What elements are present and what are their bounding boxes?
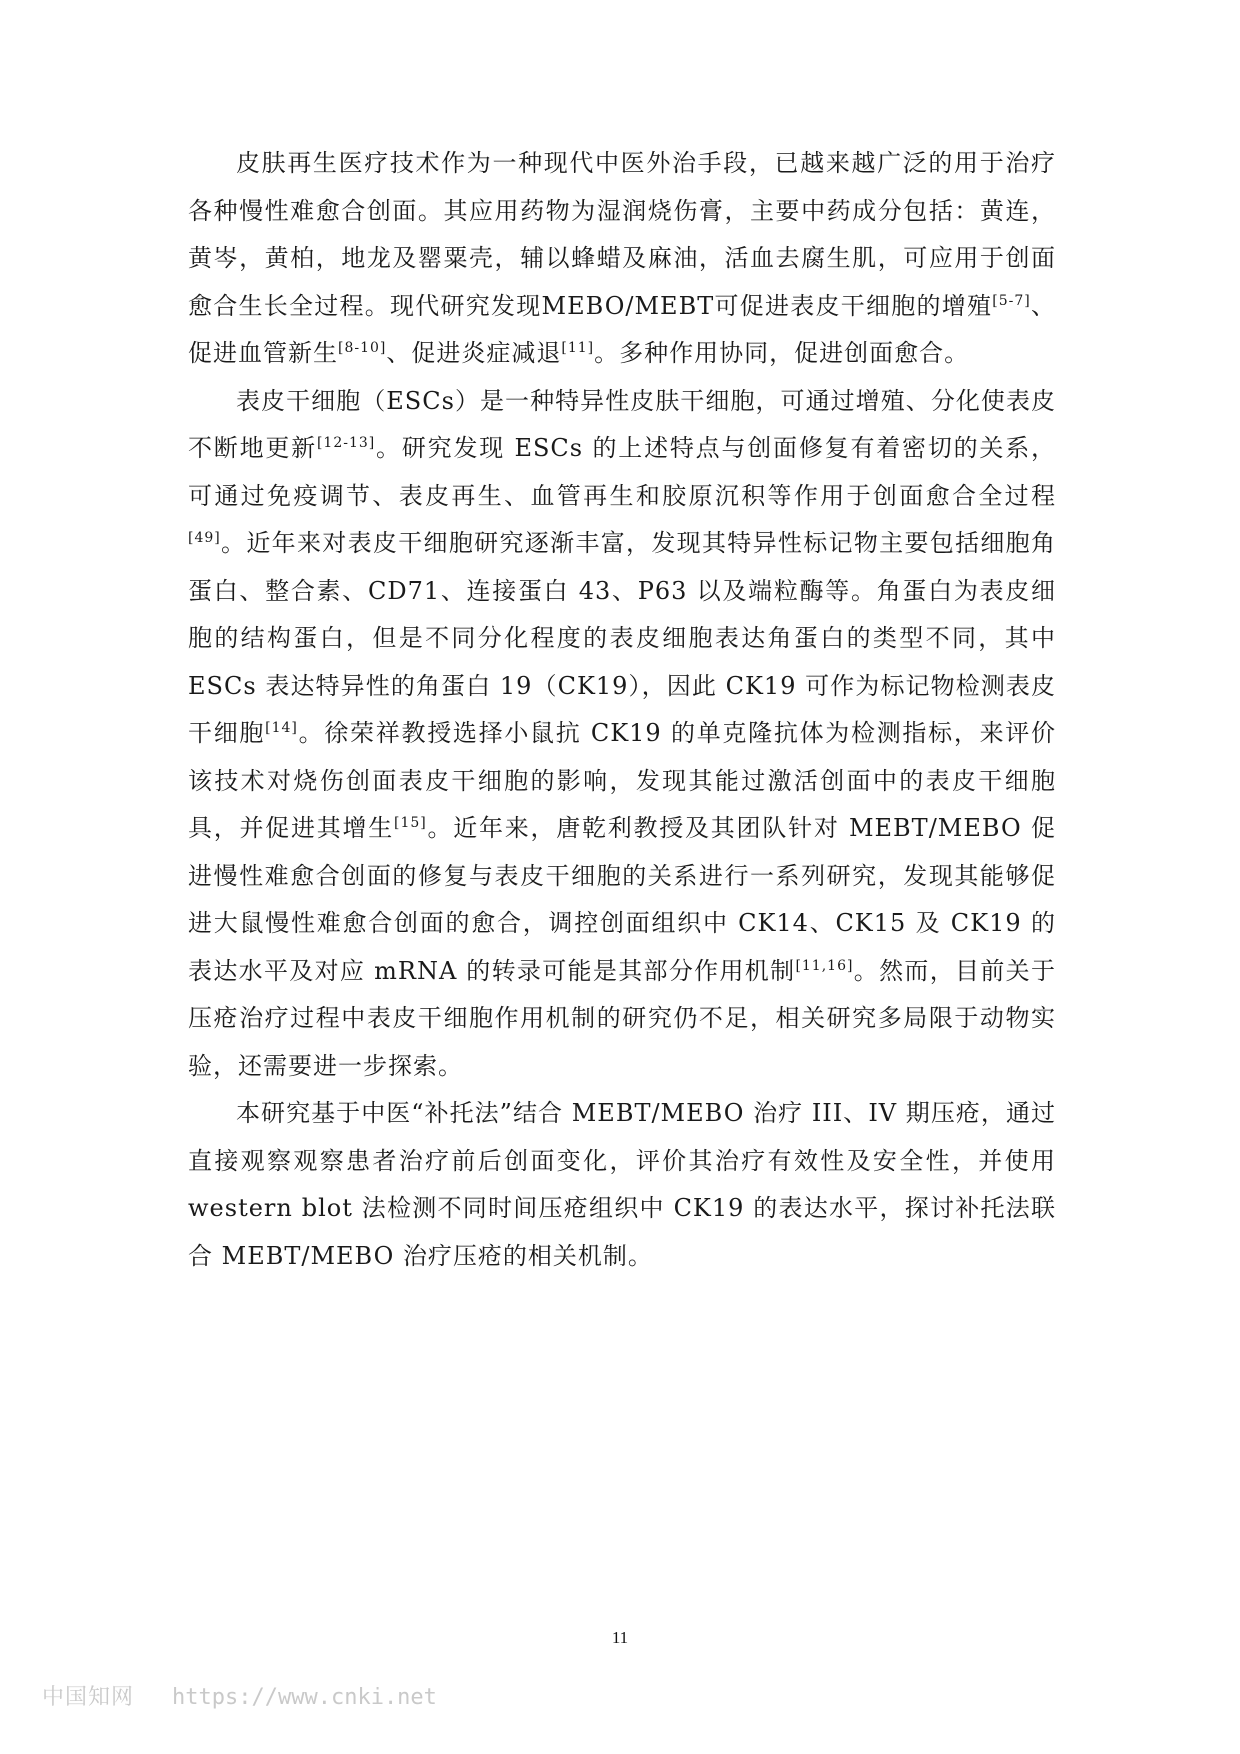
paragraph-text: 本研究基于中医“补托法”结合 MEBT/MEBO 治疗 III、IV 期压疮，通过直接观察观察患者治疗前后创面变化，评价其治疗有效性及安全性，并使用 western blot 法检测不同时间压疮组织中 CK19 的表达水平，探讨补托法联合 MEBT/MEBO 治疗压疮的相关机制。 xyxy=(188,1099,1056,1270)
watermark-url: https://www.cnki.net xyxy=(172,1685,437,1710)
citation-ref: [5-7] xyxy=(992,292,1031,309)
paragraph-text: 皮肤再生医疗技术作为一种现代中医外治手段，已越来越广泛的用于治疗各种慢性难愈合创面。其应用药物为湿润烧伤膏，主要中药成分包括：黄连，黄岑，黄柏，地龙及罂粟壳，辅以蜂蜡及麻油，活血去腐生肌，可应用于创面愈合生长全过程。现代研究发现MEBO/MEBT可促进表皮干细胞的增殖 xyxy=(188,149,1056,320)
citation-ref: [11,16] xyxy=(795,957,854,974)
watermark-site-name: 中国知网 xyxy=(42,1685,135,1710)
paragraph xyxy=(188,378,1056,1091)
paragraph-text: 、促进炎症减退 xyxy=(386,339,562,367)
paragraph-text: 。近年来，唐乾利教授及其团队针对 MEBT/MEBO 促进慢性难愈合创面的修复与表皮干细胞的关系进行一系列研究，发现其能够促进大鼠慢性难愈合创面的愈合，调控创面组织中 CK14、CK15 及 CK19 的表达水平及对应 mRNA 的转录可能是其部分作用机制 xyxy=(188,814,1057,985)
paragraph-text: 。徐荣祥教授选择小鼠抗 CK19 的单克隆抗体为检测指标，来评价该技术对烧伤创面表皮干细胞的影响，发现其能过激活创面中的表皮干细胞具，并促进其增生 xyxy=(188,719,1057,842)
cnki-watermark xyxy=(42,1680,437,1711)
paragraph-text: 、促进血管新生 xyxy=(188,291,1056,367)
citation-ref: [15] xyxy=(394,815,427,831)
paragraph xyxy=(188,1090,1056,1280)
paragraph-text: 。然而，目前关于压疮治疗过程中表皮干细胞作用机制的研究仍不足，相关研究多局限于动物实验，还需要进一步探索。 xyxy=(188,956,1057,1080)
body-text xyxy=(188,140,1056,1280)
citation-ref: [14] xyxy=(265,720,298,736)
citation-ref: [12-13] xyxy=(316,435,376,451)
paragraph-text: 。多种作用协同，促进创面愈合。 xyxy=(594,339,970,367)
citation-ref: [11] xyxy=(561,340,595,356)
page-number: 11 xyxy=(611,1628,629,1647)
citation-ref: [49] xyxy=(188,530,221,546)
paragraph-text: 。研究发现 ESCs 的上述特点与创面修复有着密切的关系，可通过免疫调节、表皮再生、血管再生和胶原沉积等作用于创面愈合全过程 xyxy=(188,434,1056,510)
paragraph-text: 。近年来对表皮干细胞研究逐渐丰富，发现其特异性标记物主要包括细胞角蛋白、整合素、CD71、连接蛋白 43、P63 以及端粒酶等。角蛋白为表皮细胞的结构蛋白，但是不同分化程度的表皮细胞表达角蛋白的类型不同，其中 ESCs 表达特异性的角蛋白 19（CK19），因此 CK19 可作为标记物检测表皮干细胞 xyxy=(188,529,1056,747)
paragraph-text: 表皮干细胞（ESCs）是一种特异性皮肤干细胞，可通过增殖、分化使表皮不断地更新 xyxy=(188,386,1056,462)
citation-ref: [8-10] xyxy=(338,340,387,356)
paragraph xyxy=(188,140,1056,378)
